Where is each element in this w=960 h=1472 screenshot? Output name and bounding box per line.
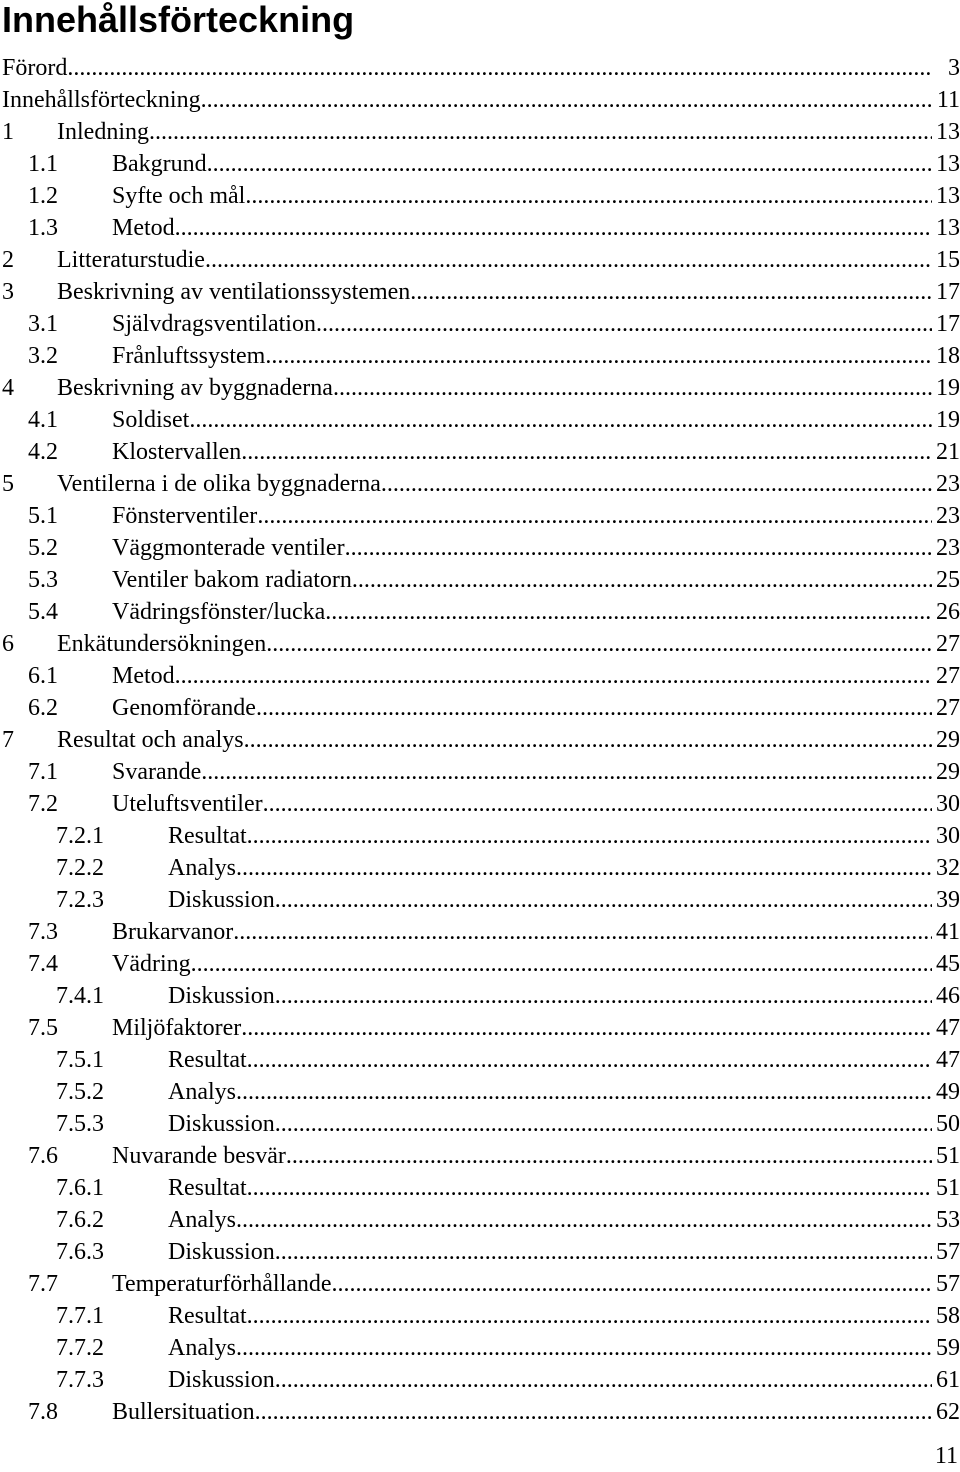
- toc-entry-leader: [112, 404, 932, 436]
- toc-entry[interactable]: [0, 84, 960, 116]
- toc-entry-leader: [112, 756, 932, 788]
- toc-entry[interactable]: [0, 1268, 960, 1300]
- toc-entry[interactable]: [0, 980, 960, 1012]
- toc-entry-title: Bullersituation: [112, 1399, 255, 1425]
- dot-leader: [325, 596, 932, 628]
- toc-entry[interactable]: [0, 1172, 960, 1204]
- dot-leader: [247, 1300, 932, 1332]
- dot-leader: [263, 788, 932, 820]
- toc-entry-number: 7.4: [28, 951, 58, 977]
- toc-entry-number: 7.2.3: [56, 887, 104, 913]
- toc-entry-title: Temperaturförhållande: [112, 1271, 332, 1297]
- toc-entry-title: Nuvarande besvär: [112, 1143, 286, 1169]
- toc-entry-title: Syfte och mål: [112, 183, 246, 209]
- toc-entry-title: Analys: [168, 1207, 236, 1233]
- toc-entry-title: Analys: [168, 1079, 236, 1105]
- toc-entry-title: Diskussion: [168, 983, 275, 1009]
- toc-entry[interactable]: [0, 532, 960, 564]
- toc-entry-number: 4.2: [28, 439, 58, 465]
- toc-entry-leader: [112, 788, 932, 820]
- toc-entry-page: 47: [936, 1015, 960, 1041]
- toc-entry-leader: [112, 532, 932, 564]
- toc-entry[interactable]: [0, 276, 960, 308]
- toc-entry-leader: [168, 1172, 932, 1204]
- toc-entry-number: 7.5: [28, 1015, 58, 1041]
- toc-entry-leader: [168, 1076, 932, 1108]
- toc-entry-page: 23: [936, 503, 960, 529]
- toc-entry-number: 7.5.1: [56, 1047, 104, 1073]
- toc-entry-leader: [57, 372, 932, 404]
- toc-entry-title: Analys: [168, 855, 236, 881]
- toc-entry-leader: [168, 1044, 932, 1076]
- toc-entry-page: 18: [936, 343, 960, 369]
- toc-entry-title: Bakgrund: [112, 151, 207, 177]
- toc-entry-leader: [112, 308, 932, 340]
- toc-entry-title: Litteraturstudie: [57, 247, 205, 273]
- toc-entry-title: Miljöfaktorer: [112, 1015, 242, 1041]
- toc-entry-title: Uteluftsventiler: [112, 791, 263, 817]
- toc-entry[interactable]: [0, 564, 960, 596]
- toc-entry-leader: [112, 596, 932, 628]
- dot-leader: [247, 1044, 932, 1076]
- toc-entry-number: 5.4: [28, 599, 58, 625]
- toc-entry-page: 50: [936, 1111, 960, 1137]
- toc-entry-leader: [112, 340, 932, 372]
- toc-entry-page: 27: [936, 695, 960, 721]
- dot-leader: [236, 1332, 932, 1364]
- toc-entry-number: 7.4.1: [56, 983, 104, 1009]
- toc-entry-page: 30: [936, 823, 960, 849]
- toc-entry[interactable]: [0, 596, 960, 628]
- toc-entry[interactable]: [0, 372, 960, 404]
- dot-leader: [256, 692, 932, 724]
- toc-entry-number: 7.2.1: [56, 823, 104, 849]
- toc-entry[interactable]: [0, 436, 960, 468]
- toc-entry-title: Resultat: [168, 1175, 247, 1201]
- dot-leader: [236, 1204, 932, 1236]
- dot-leader: [345, 532, 932, 564]
- toc-entry-leader: [168, 980, 932, 1012]
- toc-entry-title: Innehållsförteckning: [2, 87, 201, 113]
- toc-entry-number: 1.3: [28, 215, 58, 241]
- toc-entry-page: 19: [936, 407, 960, 433]
- toc-entry-leader: [112, 1268, 932, 1300]
- toc-entry-leader: [112, 564, 932, 596]
- toc-entry-leader: [57, 724, 932, 756]
- toc-entry-title: Brukarvanor: [112, 919, 234, 945]
- toc-entry-title: Resultat: [168, 1303, 247, 1329]
- toc-entry-number: 7.7.3: [56, 1367, 104, 1393]
- dot-leader: [275, 884, 932, 916]
- toc-entry-number: 1.1: [28, 151, 58, 177]
- toc-entry-title: Klostervallen: [112, 439, 242, 465]
- dot-leader: [244, 724, 932, 756]
- toc-entry-number: 5.2: [28, 535, 58, 561]
- toc-entry-number: 7.5.2: [56, 1079, 104, 1105]
- toc-entry-number: 7.6.3: [56, 1239, 104, 1265]
- toc-entry[interactable]: [0, 1204, 960, 1236]
- toc-entry-number: 7.8: [28, 1399, 58, 1425]
- toc-entry-title: Inledning: [57, 119, 149, 145]
- toc-entry-page: 23: [936, 535, 960, 561]
- toc-entry-title: Frånluftssystem: [112, 343, 266, 369]
- dot-leader: [67, 52, 932, 84]
- toc-entry-page: 13: [936, 215, 960, 241]
- toc-entry-title: Vädring: [112, 951, 191, 977]
- toc-entry-leader: [112, 436, 932, 468]
- toc-entry-number: 7.6: [28, 1143, 58, 1169]
- dot-leader: [189, 404, 932, 436]
- toc-entry-page: 27: [936, 663, 960, 689]
- toc-entry[interactable]: [0, 1044, 960, 1076]
- toc-entry-number: 7.6.2: [56, 1207, 104, 1233]
- toc-entry-page: 11: [936, 87, 960, 113]
- toc-entry-leader: [168, 1300, 932, 1332]
- dot-leader: [316, 308, 932, 340]
- toc-entry[interactable]: [0, 724, 960, 756]
- toc-entry-page: 17: [936, 279, 960, 305]
- page-number: 11: [934, 1443, 958, 1469]
- toc-entry-page: 32: [936, 855, 960, 881]
- toc-entry[interactable]: [0, 500, 960, 532]
- toc-entry-page: 30: [936, 791, 960, 817]
- dot-leader: [236, 852, 932, 884]
- toc-entry-leader: [168, 820, 932, 852]
- toc-entry[interactable]: [0, 404, 960, 436]
- toc-entry-number: 7: [2, 727, 14, 753]
- toc-entry[interactable]: [0, 788, 960, 820]
- toc-entry-number: 5: [2, 471, 14, 497]
- toc-entry-title: Soldiset: [112, 407, 190, 433]
- toc-entry-title: Diskussion: [168, 887, 275, 913]
- toc-entry-page: 51: [936, 1143, 960, 1169]
- toc-entry[interactable]: [0, 1300, 960, 1332]
- toc-entry-title: Analys: [168, 1335, 236, 1361]
- toc-entry-page: 62: [936, 1399, 960, 1425]
- dot-leader: [241, 436, 932, 468]
- dot-leader: [247, 820, 932, 852]
- toc-entry-number: 2: [2, 247, 14, 273]
- dot-leader: [175, 660, 932, 692]
- toc-entry-page: 13: [936, 151, 960, 177]
- dot-leader: [233, 916, 932, 948]
- toc-entry-number: 1: [2, 119, 14, 145]
- toc-entry-page: 25: [936, 567, 960, 593]
- toc-entry-title: Fönsterventiler: [112, 503, 258, 529]
- toc-entry-page: 49: [936, 1079, 960, 1105]
- toc-entry[interactable]: [0, 1140, 960, 1172]
- toc-entry-number: 6.1: [28, 663, 58, 689]
- toc-entry-leader: [57, 628, 932, 660]
- toc-entry[interactable]: [0, 180, 960, 212]
- toc-entry-title: Resultat: [168, 1047, 247, 1073]
- toc-entry-leader: [168, 884, 932, 916]
- toc-entry-leader: [168, 1204, 932, 1236]
- toc-entry-number: 3: [2, 279, 14, 305]
- toc-entry-leader: [57, 468, 932, 500]
- toc-entry-title: Diskussion: [168, 1239, 275, 1265]
- toc-entry-page: 15: [936, 247, 960, 273]
- toc-entry-page: 21: [936, 439, 960, 465]
- toc-entry[interactable]: [0, 1108, 960, 1140]
- toc-entry-page: 13: [936, 119, 960, 145]
- dot-leader: [275, 1108, 932, 1140]
- dot-leader: [201, 84, 932, 116]
- toc-entry[interactable]: [0, 660, 960, 692]
- toc-entry-page: 39: [936, 887, 960, 913]
- toc-entry-leader: [112, 660, 932, 692]
- toc-entry[interactable]: [0, 1076, 960, 1108]
- toc-entry[interactable]: [0, 52, 960, 84]
- toc-entry-page: 53: [936, 1207, 960, 1233]
- toc-entry-page: 59: [936, 1335, 960, 1361]
- dot-leader: [410, 276, 932, 308]
- toc-entry-title: Självdragsventilation: [112, 311, 316, 337]
- toc-entry-title: Svarande: [112, 759, 202, 785]
- dot-leader: [205, 244, 932, 276]
- toc-entry-title: Vädringsfönster/lucka: [112, 599, 326, 625]
- toc-entry-leader: [112, 948, 932, 980]
- toc-entry-leader: [168, 852, 932, 884]
- toc-entry-leader: [112, 148, 932, 180]
- dot-leader: [352, 564, 932, 596]
- toc-entry-leader: [112, 692, 932, 724]
- toc-entry-page: 17: [936, 311, 960, 337]
- toc-entry-page: 26: [936, 599, 960, 625]
- toc-entry[interactable]: [0, 820, 960, 852]
- toc-entry-page: 61: [936, 1367, 960, 1393]
- dot-leader: [149, 116, 932, 148]
- toc-entry-title: Beskrivning av byggnaderna: [57, 375, 333, 401]
- toc-entry-number: 5.1: [28, 503, 58, 529]
- toc-entry-page: 29: [936, 759, 960, 785]
- toc-entry-number: 1.2: [28, 183, 58, 209]
- dot-leader: [236, 1076, 932, 1108]
- toc-entry[interactable]: [0, 244, 960, 276]
- dot-leader: [175, 212, 932, 244]
- toc-entry-leader: [112, 212, 932, 244]
- toc-entry-leader: [112, 1396, 932, 1428]
- toc-entry-leader: [112, 916, 932, 948]
- dot-leader: [286, 1140, 932, 1172]
- toc-entry-page: 41: [936, 919, 960, 945]
- toc-entry[interactable]: [0, 1396, 960, 1428]
- dot-leader: [257, 500, 932, 532]
- toc-entry-leader: [57, 276, 932, 308]
- toc-entry-leader: [2, 84, 932, 116]
- toc-entry-page: 29: [936, 727, 960, 753]
- toc-entry-leader: [57, 116, 932, 148]
- toc-entry-leader: [168, 1364, 932, 1396]
- toc-entry-number: 4.1: [28, 407, 58, 433]
- toc-entry-page: 57: [936, 1271, 960, 1297]
- toc-entry[interactable]: [0, 884, 960, 916]
- toc-entry[interactable]: [0, 916, 960, 948]
- toc-entry-number: 7.7: [28, 1271, 58, 1297]
- toc-entry-title: Diskussion: [168, 1367, 275, 1393]
- toc-entry-leader: [112, 1012, 932, 1044]
- toc-entry-page: 27: [936, 631, 960, 657]
- toc-entry-number: 7.7.2: [56, 1335, 104, 1361]
- toc-entry-title: Enkätundersökningen: [57, 631, 267, 657]
- toc-entry-title: Förord: [2, 55, 68, 81]
- dot-leader: [275, 1236, 932, 1268]
- toc-entry-leader: [168, 1332, 932, 1364]
- toc-entry[interactable]: [0, 1012, 960, 1044]
- toc-entry-number: 6.2: [28, 695, 58, 721]
- toc-entry-page: 57: [936, 1239, 960, 1265]
- toc-entry-title: Resultat: [168, 823, 247, 849]
- toc-entry[interactable]: [0, 948, 960, 980]
- toc-entry-number: 3.2: [28, 343, 58, 369]
- dot-leader: [275, 980, 932, 1012]
- toc-entry-page: 23: [936, 471, 960, 497]
- dot-leader: [245, 180, 932, 212]
- toc-entry-number: 7.7.1: [56, 1303, 104, 1329]
- toc-entry[interactable]: [0, 116, 960, 148]
- toc-entry-number: 7.2.2: [56, 855, 104, 881]
- page-title: Innehållsförteckning: [2, 0, 355, 40]
- toc-entry[interactable]: [0, 148, 960, 180]
- toc-entry[interactable]: [0, 340, 960, 372]
- dot-leader: [247, 1172, 932, 1204]
- toc-entry-number: 7.3: [28, 919, 58, 945]
- toc-entry-number: 7.1: [28, 759, 58, 785]
- toc-entry-number: 3.1: [28, 311, 58, 337]
- table-of-contents: [0, 52, 960, 1428]
- toc-entry-page: 45: [936, 951, 960, 977]
- toc-entry[interactable]: [0, 628, 960, 660]
- toc-entry-number: 4: [2, 375, 14, 401]
- toc-entry-page: 58: [936, 1303, 960, 1329]
- dot-leader: [207, 148, 932, 180]
- toc-entry[interactable]: [0, 1236, 960, 1268]
- toc-entry-leader: [168, 1236, 932, 1268]
- dot-leader: [255, 1396, 932, 1428]
- toc-entry-title: Ventiler bakom radiatorn: [112, 567, 352, 593]
- toc-entry-title: Diskussion: [168, 1111, 275, 1137]
- toc-entry-title: Metod: [112, 663, 175, 689]
- toc-entry-title: Genomförande: [112, 695, 256, 721]
- toc-entry-number: 6: [2, 631, 14, 657]
- toc-entry[interactable]: [0, 692, 960, 724]
- toc-entry[interactable]: [0, 1332, 960, 1364]
- toc-entry-leader: [168, 1108, 932, 1140]
- dot-leader: [275, 1364, 932, 1396]
- dot-leader: [266, 628, 932, 660]
- toc-entry[interactable]: [0, 212, 960, 244]
- toc-entry-title: Metod: [112, 215, 175, 241]
- toc-entry-number: 7.5.3: [56, 1111, 104, 1137]
- toc-entry-leader: [112, 500, 932, 532]
- toc-entry-page: 47: [936, 1047, 960, 1073]
- dot-leader: [241, 1012, 932, 1044]
- toc-entry-title: Beskrivning av ventilationssystemen: [57, 279, 411, 305]
- toc-entry-title: Väggmonterade ventiler: [112, 535, 345, 561]
- dot-leader: [332, 1268, 932, 1300]
- toc-entry-number: 7.2: [28, 791, 58, 817]
- dot-leader: [201, 756, 932, 788]
- toc-entry[interactable]: [0, 468, 960, 500]
- dot-leader: [381, 468, 932, 500]
- toc-entry-number: 5.3: [28, 567, 58, 593]
- dot-leader: [265, 340, 932, 372]
- toc-entry-leader: [57, 244, 932, 276]
- toc-entry-leader: [2, 52, 932, 84]
- toc-entry-page: 3: [948, 55, 960, 81]
- toc-entry-title: Ventilerna i de olika byggnaderna: [57, 471, 381, 497]
- dot-leader: [191, 948, 932, 980]
- toc-entry[interactable]: [0, 852, 960, 884]
- toc-entry[interactable]: [0, 756, 960, 788]
- toc-entry-leader: [112, 1140, 932, 1172]
- toc-entry-page: 13: [936, 183, 960, 209]
- toc-entry-title: Resultat och analys: [57, 727, 244, 753]
- toc-entry-page: 51: [936, 1175, 960, 1201]
- toc-entry[interactable]: [0, 308, 960, 340]
- toc-entry-number: 7.6.1: [56, 1175, 104, 1201]
- toc-entry-page: 46: [936, 983, 960, 1009]
- toc-entry-leader: [112, 180, 932, 212]
- toc-entry[interactable]: [0, 1364, 960, 1396]
- toc-entry-page: 19: [936, 375, 960, 401]
- dot-leader: [333, 372, 932, 404]
